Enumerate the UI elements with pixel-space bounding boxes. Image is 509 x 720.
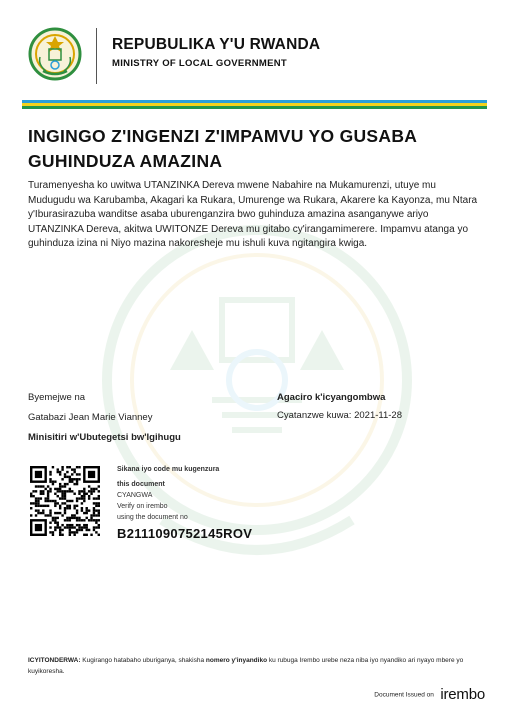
notice-text-bold: nomero y'inyandiko bbox=[205, 657, 268, 664]
using-document-label: using the document no bbox=[117, 514, 188, 521]
irembo-logo: irembo bbox=[440, 686, 485, 704]
signatory-title: Minisitiri w'Ubutegetsi bw'Igihugu bbox=[28, 432, 181, 443]
or-label: CYANGWA bbox=[117, 492, 153, 499]
country-title: REPUBULIKA Y'U RWANDA bbox=[112, 36, 321, 53]
document-title: INGINGO Z'INGENZI Z'IMPAMVU YO GUSABA GUHINDUZA AMAZINA bbox=[28, 126, 417, 171]
issued-on-label: Document Issued on bbox=[374, 691, 434, 699]
footer bbox=[374, 686, 485, 702]
notice bbox=[28, 656, 478, 677]
notice-text-b: ku rubuga Irembo urebe neza niba iyo nyandiko ari nyayo mbere yo kuyikoresha. bbox=[28, 657, 464, 675]
watermark-emblem-icon bbox=[72, 190, 442, 610]
flag-stripes bbox=[22, 100, 487, 109]
header-divider bbox=[96, 28, 97, 84]
verify-on-label: Verify on irembo bbox=[117, 503, 168, 510]
approved-by-label: Byemejwe na bbox=[28, 392, 86, 403]
signatory-name: Gatabazi Jean Marie Vianney bbox=[28, 412, 153, 423]
notice-text-a: Kugirango hatabaho uburiganya, shakisha bbox=[80, 657, 206, 664]
rwanda-coat-of-arms-icon bbox=[28, 27, 82, 81]
scan-label-en: this document bbox=[117, 481, 165, 488]
issued-date: Cyatanzwe kuwa: 2021-11-28 bbox=[277, 410, 402, 421]
qr-code-icon bbox=[30, 466, 100, 536]
stripe-green bbox=[22, 106, 487, 109]
document-body: Turamenyesha ko uwitwa UTANZINKA Dereva mwene Nabahire na Mukamurenzi, utuye mu Mudugudu wa Karubamba, Akagari ka Rukara, Umurenge wa Rukara, Akarere ka Kayonza, mu Ntara y'Iburasirazuba wanditse asaba uburenganzira bwo guhinduza amazina asanganywe ariyo UTANZINKA Dereva, akitwa UWITONZE Dereva mu gitabo cy'irangamimerere. Impamvu atanga yo guhinduza izina ni Niyo mazina nakoresheje mu ishuli kuva ngitangira kwiga. bbox=[28, 180, 478, 249]
ministry-name: MINISTRY OF LOCAL GOVERNMENT bbox=[112, 58, 288, 69]
scan-label: Sikana iyo code mu kugenzura bbox=[117, 466, 220, 473]
validity-label: Agaciro k'icyangombwa bbox=[277, 392, 386, 403]
notice-label: ICYITONDERWA: bbox=[28, 657, 81, 664]
document-number: B2111090752145ROV bbox=[117, 526, 253, 541]
